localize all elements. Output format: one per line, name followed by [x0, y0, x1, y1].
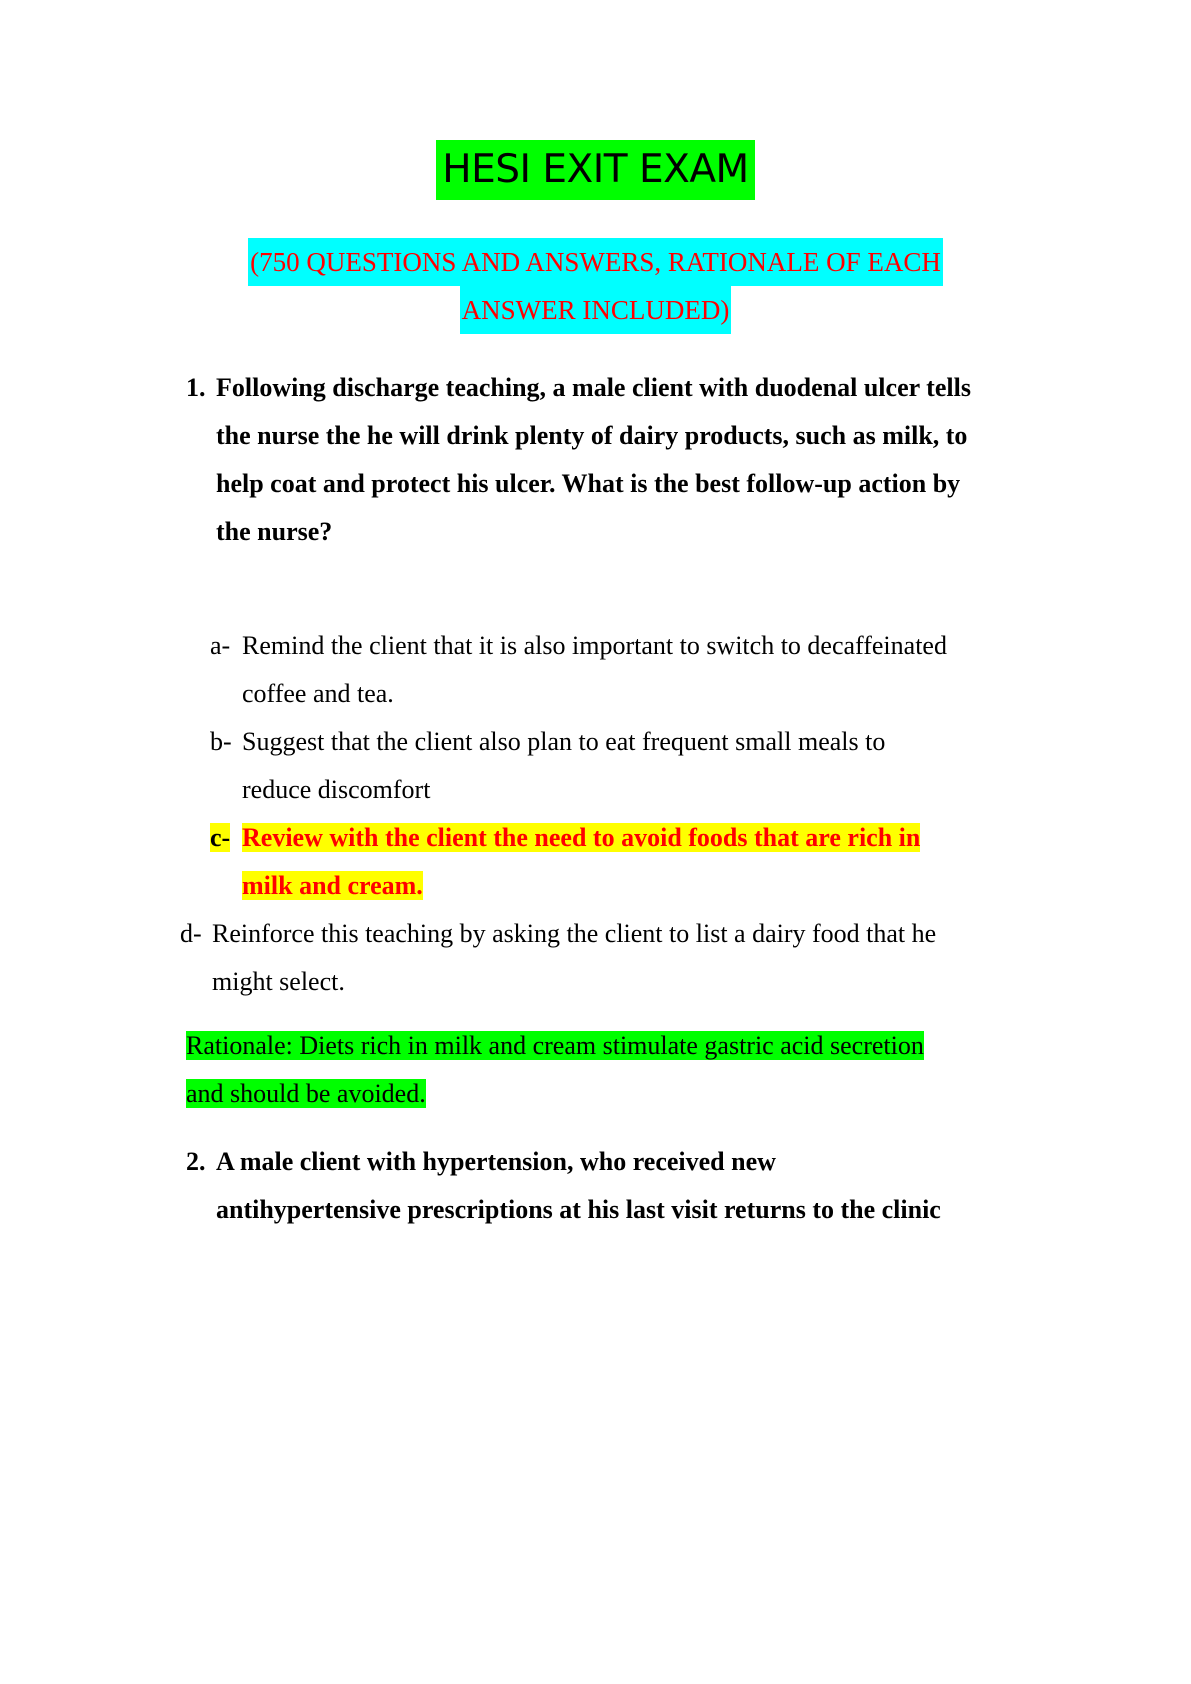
option-text [212, 910, 972, 1006]
option-text-line-2: milk and cream. [242, 871, 423, 900]
option-text [242, 718, 1002, 814]
subtitle-line-1: (750 QUESTIONS AND ANSWERS, RATIONALE OF EACH [248, 238, 943, 286]
option-d [180, 910, 1000, 1006]
question-text-line-2: antihypertensive prescriptions at his last visit returns to the clinic [216, 1195, 941, 1224]
option-text-line-1: Suggest that the client also plan to eat frequent small meals to [242, 727, 886, 756]
option-letter-highlight: c- [210, 823, 231, 852]
option-text-line-2: coffee and tea. [242, 679, 394, 708]
title-block [0, 140, 1191, 200]
question-text-line-1: A male client with hypertension, who received new [216, 1147, 776, 1176]
option-text-line-1: Remind the client that it is also important to switch to decaffeinated [242, 631, 947, 660]
question-number: 2. [186, 1147, 206, 1176]
option-text-line-2: reduce discomfort [242, 775, 431, 804]
option-letter: b- [210, 727, 232, 756]
option-text-line-1: Review with the client the need to avoid foods that are rich in [242, 823, 921, 852]
subtitle-block [0, 238, 1191, 334]
option-c-correct-answer [210, 814, 1010, 910]
option-text-line-1: Reinforce this teaching by asking the client to list a dairy food that he [212, 919, 937, 948]
question-number: 1. [186, 373, 206, 402]
option-letter [210, 814, 230, 862]
subtitle-line-2: ANSWER INCLUDED) [460, 286, 732, 334]
document-title: HESI EXIT EXAM [436, 140, 754, 200]
question-text [216, 1138, 996, 1234]
option-b [210, 718, 1010, 814]
question-1 [186, 364, 1006, 564]
option-text [242, 622, 1002, 718]
question-2 [186, 1138, 1006, 1234]
option-a [210, 622, 1010, 718]
rationale [186, 1022, 986, 1118]
option-text-line-2: might select. [212, 967, 345, 996]
option-text [242, 814, 1002, 910]
option-letter: a- [210, 631, 231, 660]
rationale-line-2: and should be avoided. [186, 1079, 426, 1108]
question-text: Following discharge teaching, a male client with duodenal ulcer tells the nurse the he will drink plenty of dairy products, such as milk, to help coat and protect his ulcer. What is the best follow-up action by the nurse? [216, 373, 971, 546]
rationale-line-1: Rationale: Diets rich in milk and cream stimulate gastric acid secretion [186, 1031, 924, 1060]
option-letter: d- [180, 919, 202, 948]
